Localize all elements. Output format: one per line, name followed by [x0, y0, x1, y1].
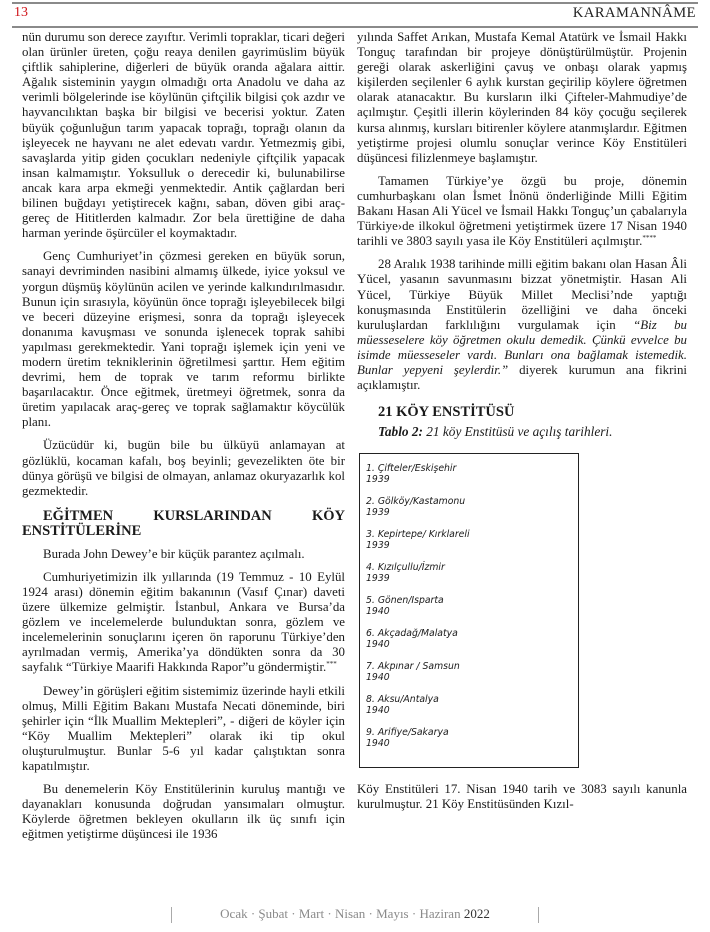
table-caption: [378, 424, 687, 439]
institute-name: 9. Arifiye/Sakarya: [366, 727, 449, 739]
institute-year: 1939: [366, 474, 390, 486]
paragraph: Dewey’in görüşleri eğitim sistemimiz üzerinde hayli etkili olmuş, Milli Eğitim Bakanı Mustafa Necati döneminde, biri şehirler için “İlk Muallim Mektepleri”, - diğeri de köyler için “Köy Muallim Mektepleri” olarak iki tip okul oluşturulmuştur. Bunlar 5-6 yıl kadar çalıştıktan sonra kapatılmıştır.: [22, 683, 345, 774]
institutes-table: [359, 453, 579, 768]
caption-label: Tablo 2:: [378, 424, 423, 440]
magazine-title: KARAMANNÂME: [572, 5, 696, 21]
section-heading: [22, 509, 345, 539]
institute-name: 1. Çifteler/Eskişehir: [366, 463, 457, 475]
institute-name: 4. Kızılçullu/İzmir: [366, 562, 445, 574]
footnote-marker[interactable]: ***: [326, 660, 337, 669]
paragraph: Bu denemelerin Köy Enstitülerinin kuruluş mantığı ve dayanakları konusunda doğrudan yansımaları olmuştur. Köylerde öğretmen bekleyen okulların ilk üç sınıfı için eğitmen yetiştirme düşüncesi ile 1936: [22, 782, 345, 842]
paragraph: Burada John Dewey’e bir küçük parantez açılmalı.: [43, 546, 305, 561]
footer-year: 2022: [463, 906, 490, 921]
table-row: [366, 496, 572, 518]
paragraph: yılında Saffet Arıkan, Mustafa Kemal Atatürk ve İsmail Hakkı Tonguç tarafından bir projeye dönüştürülmüştür. Projenin gereği olarak askerliğini çavuş ve onbaşı olarak yapmış kişilerden seçilenler 6 aylık kurstan geçirilip köylere öğretmen olarak atanacaktır. Bu kursların ilki Çifteler-Mahmudiye’de açılmıştır. Çeşitli illerin köylerinden 84 köy çocuğu seçilerek kursa alınmış, kursları bitirenler köylere atanmışlardır. Eğitmen yetiştirme projesi olumlu sonuçlar verince Köy Enstitüleri düşüncesi filizlenmeye başlamıştır.: [357, 30, 687, 165]
footer-months: Ocak · Şubat · Mart · Nisan · Mayıs · Haziran: [220, 906, 461, 921]
page-number: 13: [14, 5, 28, 20]
footnote-marker[interactable]: ****: [642, 234, 657, 243]
left-column: [22, 30, 345, 851]
table-row: [366, 463, 572, 485]
paragraph: [357, 174, 687, 249]
heading-word: EĞİTMEN: [43, 507, 114, 524]
paragraph: Köy Enstitüleri 17. Nisan 1940 tarih ve 3083 sayılı kanunla kurulmuştur. 21 Köy Enstitüsünden Kızıl-: [357, 782, 687, 812]
paragraph-text: Cumhuriyetimizin ilk yıllarında (19 Temmuz - 10 Eylül 1924 arası) dönemin eğitim bakanının (Vasıf Çınar) daveti üzere ülkemize gelmiştir. İstanbul, Ankara ve Bursa’da gözlem ve incelemelerde bulunduktan sonra, gözlem ve incelemelerinin sonuçlarını içeren ön raporunu Türkiye’den ayrılmadan vermiş, Amerika’ya döndükten sonra da 30 sayfalık “Türkiye Maarifi Hakkında Rapor”u göndermiştir.: [22, 569, 345, 675]
page-header: [12, 2, 698, 28]
paragraph-text: diyerek kurumun ana fikrini açıklamıştır.: [357, 362, 688, 393]
institute-year: 1939: [366, 540, 390, 552]
institute-year: 1940: [366, 606, 390, 618]
page-footer: [0, 906, 710, 923]
paragraph: [357, 257, 687, 393]
table-row: [366, 595, 572, 617]
institute-year: 1940: [366, 738, 390, 750]
table-row: [366, 694, 572, 716]
section-heading: 21 KÖY ENSTİTÜSÜ: [378, 404, 515, 421]
institute-year: 1939: [366, 573, 390, 585]
paragraph-text: Tamamen Türkiye’ye özgü bu proje, dönemin cumhurbaşkanı olan İsmet İnönü önderliğinde Milli Eğitim Bakanı Hasan Ali Yücel ve İsmail Hakkı Tonguç’un çabalarıyla Türkiye›de ilkokul öğretmeni yetiştirmek üzere 17 Nisan 1940 tarihli ve 3803 sayılı yasa ile Köy Enstitüleri açılmıştır.: [357, 173, 687, 249]
paragraph-text: 28 Aralık 1938 tarihinde milli eğitim bakanı olan Hasan Âli Yücel, yasanın savunmasını bizzat yönetmiştir. Hasan Ali Yücel, Türkiye Büyük Millet Meclisi’nde yaptığı konuşmasında Enstitülerin özelliğini ve daha önceki kuruluşlardan farklılığını vurgulamak için: [357, 257, 687, 332]
paragraph: [22, 570, 345, 676]
heading-word: KURSLARINDAN: [153, 507, 272, 524]
institute-year: 1940: [366, 639, 390, 651]
institute-year: 1940: [366, 705, 390, 717]
table-row: [366, 529, 572, 551]
table-row: [366, 562, 572, 584]
heading-word: KÖY: [311, 507, 345, 524]
paragraph: nün durumu son derece zayıftır. Verimli topraklar, ticari değeri olan ürünler üreten, çoğu reaya denilen gayrimüslim büyük çiftlik sahiplerine, diğerleri de büyük oranda ağalara aittir. Ağalık sisteminin yaygın olmadığı orta Anadolu ve daha az verimli bölgelerinde ise köylünün çiftçilik bilgisi çok azdır ve hayvancılıktan başka bir bilgisi ve becerisi yoktur. Zaten büyük çoğunluğun tarım yapacak toprağı, toprağı olanın da işleyecek ne hayvanı ne alet edevatı vardır. Yetmezmiş gibi, savaşlarda yitip giden çocukları nedeniyle çiftçilik yapacak insan kalmamıştır. Yoksulluk o derecedir ki, bulunabilirse ancak kara arpa ekmeği yenmektedir. Antik çağlardan beri bilinen buğdayı yetiştirecek kağnı, saban, döven gibi araç-gereç de Hititlerden kalmadır. Zor bela ürettiğine de daha harman yerinde öşürcüler el koymaktadır.: [22, 30, 345, 241]
institute-year: 1939: [366, 507, 390, 519]
institute-name: 5. Gönen/Isparta: [366, 595, 444, 607]
institute-name: 8. Aksu/Antalya: [366, 694, 439, 706]
footer-divider: [538, 907, 539, 923]
paragraph: Genç Cumhuriyet’in çözmesi gereken en büyük sorun, sanayi devriminden nasibini almamış ülkede, iyice yoksul ve yorgun düşmüş köylünün acilen ve yerinde kalkındırılmasıdır. Bunun için sırasıyla, köyünün önce toprağı işleyebilecek bilgi ve beceri düzeyine erişmesi, sonra da toprağı işleyecek donanıma kavuşması ve sonunda işlenecek toprak sahibi yapılması gerekmektedir. Yani toprağı işlemek için yeni ve modern üretim tekniklerinin öğretilmesi şarttır. Hem eğitim devrimi, hem de toprak ve tarım reformu birlikte başarılacaktır. Önce eğitmek, üretmeyi öğretmek, sonra da üretim yapılacak araç-gereç ve toprak sağlamaktır köycülük planı.: [22, 249, 345, 430]
table-row: [366, 661, 572, 683]
right-column: [357, 30, 687, 821]
footer-divider: [171, 907, 172, 923]
institute-name: 2. Gölköy/Kastamonu: [366, 496, 466, 508]
caption-text: 21 köy Enstitüsü ve açılış tarihleri.: [422, 424, 613, 440]
institute-year: 1940: [366, 672, 390, 684]
quote: “Biz bu müesseselere köy öğretmen okulu demedik. Çünkü evvelce bu isimde müesseseler vardı. Bunları ona bağlamak istemedik. Bunlar yepyeni şeylerdir.”: [357, 317, 687, 377]
paragraph: Üzücüdür ki, bugün bile bu ülküyü anlamayan at gözlüklü, kocaman kafalı, boş beyinli; gevezelikten öte bir dünya görüşü ve bilgisi de olmayan, anlamaz okuryazarlık kol gezmektedir.: [22, 438, 345, 498]
heading-line-2: ENSTİTÜLERİNE: [22, 522, 142, 539]
table-row: [366, 628, 572, 650]
table-row: [366, 727, 572, 749]
institute-name: 7. Akpınar / Samsun: [366, 661, 460, 673]
institute-name: 6. Akçadağ/Malatya: [366, 628, 458, 640]
institute-name: 3. Kepirtepe/ Kırklareli: [366, 529, 470, 541]
